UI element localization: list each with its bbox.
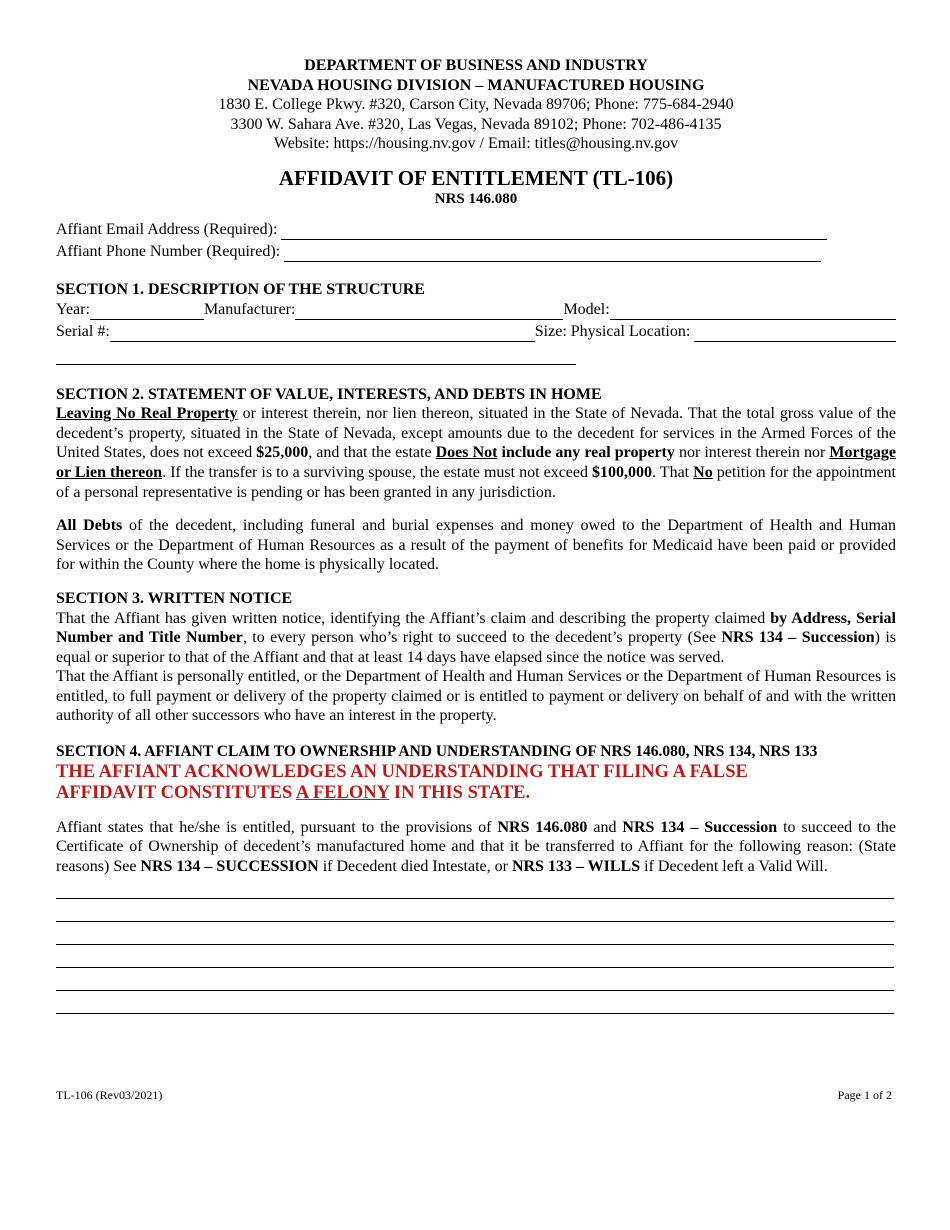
reason-line[interactable] xyxy=(56,991,894,1014)
reason-line[interactable] xyxy=(56,968,894,991)
location-continuation-field[interactable] xyxy=(56,342,576,365)
location-field[interactable] xyxy=(694,325,896,342)
reason-line[interactable] xyxy=(56,922,894,945)
email-label: Affiant Email Address (Required): xyxy=(56,221,278,239)
felony-warning: THE AFFIANT ACKNOWLEDGES AN UNDERSTANDING THAT FILING A FALSE AFFIDAVIT CONSTITUTES A FELONY IN THIS STATE. xyxy=(56,761,748,803)
model-field[interactable] xyxy=(610,303,896,320)
reason-line[interactable] xyxy=(56,876,894,899)
reason-line[interactable] xyxy=(56,899,894,922)
section2-heading: SECTION 2. STATEMENT OF VALUE, INTERESTS, AND DEBTS IN HOME xyxy=(56,385,602,403)
phone-field[interactable] xyxy=(284,245,821,262)
department-name: DEPARTMENT OF BUSINESS AND INDUSTRY xyxy=(304,57,648,74)
section2-paragraph2: All Debts of the decedent, including funeral and burial expenses and money owed to the Department of Health and Human Services or the Department of Human Resources as a result of the payment of benefits for Medicaid have been paid or provided for within the County where the home is physically located. xyxy=(56,517,896,574)
website-email: Website: https://housing.nv.gov / Email: titles@housing.nv.gov xyxy=(273,135,679,153)
page-number: Page 1 of 2 xyxy=(837,1088,892,1102)
form-revision: TL-106 (Rev03/2021) xyxy=(56,1088,163,1102)
reason-line[interactable] xyxy=(56,945,894,968)
form-statute: NRS 146.080 xyxy=(434,190,518,207)
size-location-label: Size: Physical Location: xyxy=(534,322,691,340)
carson-city-address: 1830 E. College Pkwy. #320, Carson City, Nevada 89706; Phone: 775-684-2940 xyxy=(218,96,734,114)
las-vegas-address: 3300 W. Sahara Ave. #320, Las Vegas, Nevada 89102; Phone: 702-486-4135 xyxy=(230,115,722,133)
section2-paragraph1: Leaving No Real Property or interest therein, nor lien thereon, situated in the State of Nevada. That the total gross value of the decedent’s property, situated in the State of Nevada, except amounts due to the decedent for services in the Armed Forces of the United States, does not exceed $25,000, and that the estate Does Not include any real property nor interest therein nor Mortgage or Lien thereon. If the transfer is to a surviving spouse, the estate must not exceed $100,000. That No petition for the appointment of a personal representative is pending or has been granted in any jurisdiction. xyxy=(56,405,897,501)
year-field[interactable] xyxy=(90,303,204,320)
section3-paragraph1: That the Affiant has given written notice, identifying the Affiant’s claim and describing the property claimed by Address, Serial Number and Title Number, to every person who’s right to succeed to the decedent’s property (See NRS 134 – Succession) is equal or superior to that of the Affiant and that at least 14 days have elapsed since the notice was served. xyxy=(56,609,897,666)
section3-heading: SECTION 3. WRITTEN NOTICE xyxy=(56,589,293,607)
division-name: NEVADA HOUSING DIVISION – MANUFACTURED HOUSING xyxy=(247,76,705,94)
serial-field[interactable] xyxy=(110,325,535,342)
section4-heading: SECTION 4. AFFIANT CLAIM TO OWNERSHIP AND UNDERSTANDING OF NRS 146.080, NRS 134, NRS 133 xyxy=(56,743,818,761)
agency-header xyxy=(56,56,896,154)
email-field[interactable] xyxy=(281,223,827,240)
section1-heading: SECTION 1. DESCRIPTION OF THE STRUCTURE xyxy=(56,280,425,298)
manufacturer-label: Manufacturer: xyxy=(203,300,296,318)
serial-label: Serial #: xyxy=(56,322,110,340)
section3-paragraph2: That the Affiant is personally entitled, or the Department of Health and Human Services or the Department of Human Resources is entitled, to full payment or delivery of the property claimed or is entitled to payment or delivery on behalf of and with the written authority of all other successors who have an interest in the property. xyxy=(56,668,896,725)
page-footer xyxy=(56,1086,892,1106)
manufacturer-field[interactable] xyxy=(295,303,563,320)
section4-paragraph: Affiant states that he/she is entitled, pursuant to the provisions of NRS 146.080 and NRS 134 – Succession to succeed to the Certificate of Ownership of decedent’s manufactured home and that it be transferred to Affiant for the following reason: (State reasons) See NRS 134 – SUCCESSION if Decedent died Intestate, or NRS 133 – WILLS if Decedent left a Valid Will. xyxy=(56,818,897,875)
form-page xyxy=(56,56,896,1014)
form-title: AFFIDAVIT OF ENTITLEMENT (TL-106) xyxy=(278,165,674,190)
model-label: Model: xyxy=(563,300,610,318)
phone-label: Affiant Phone Number (Required): xyxy=(56,243,281,261)
year-label: Year: xyxy=(56,300,90,318)
